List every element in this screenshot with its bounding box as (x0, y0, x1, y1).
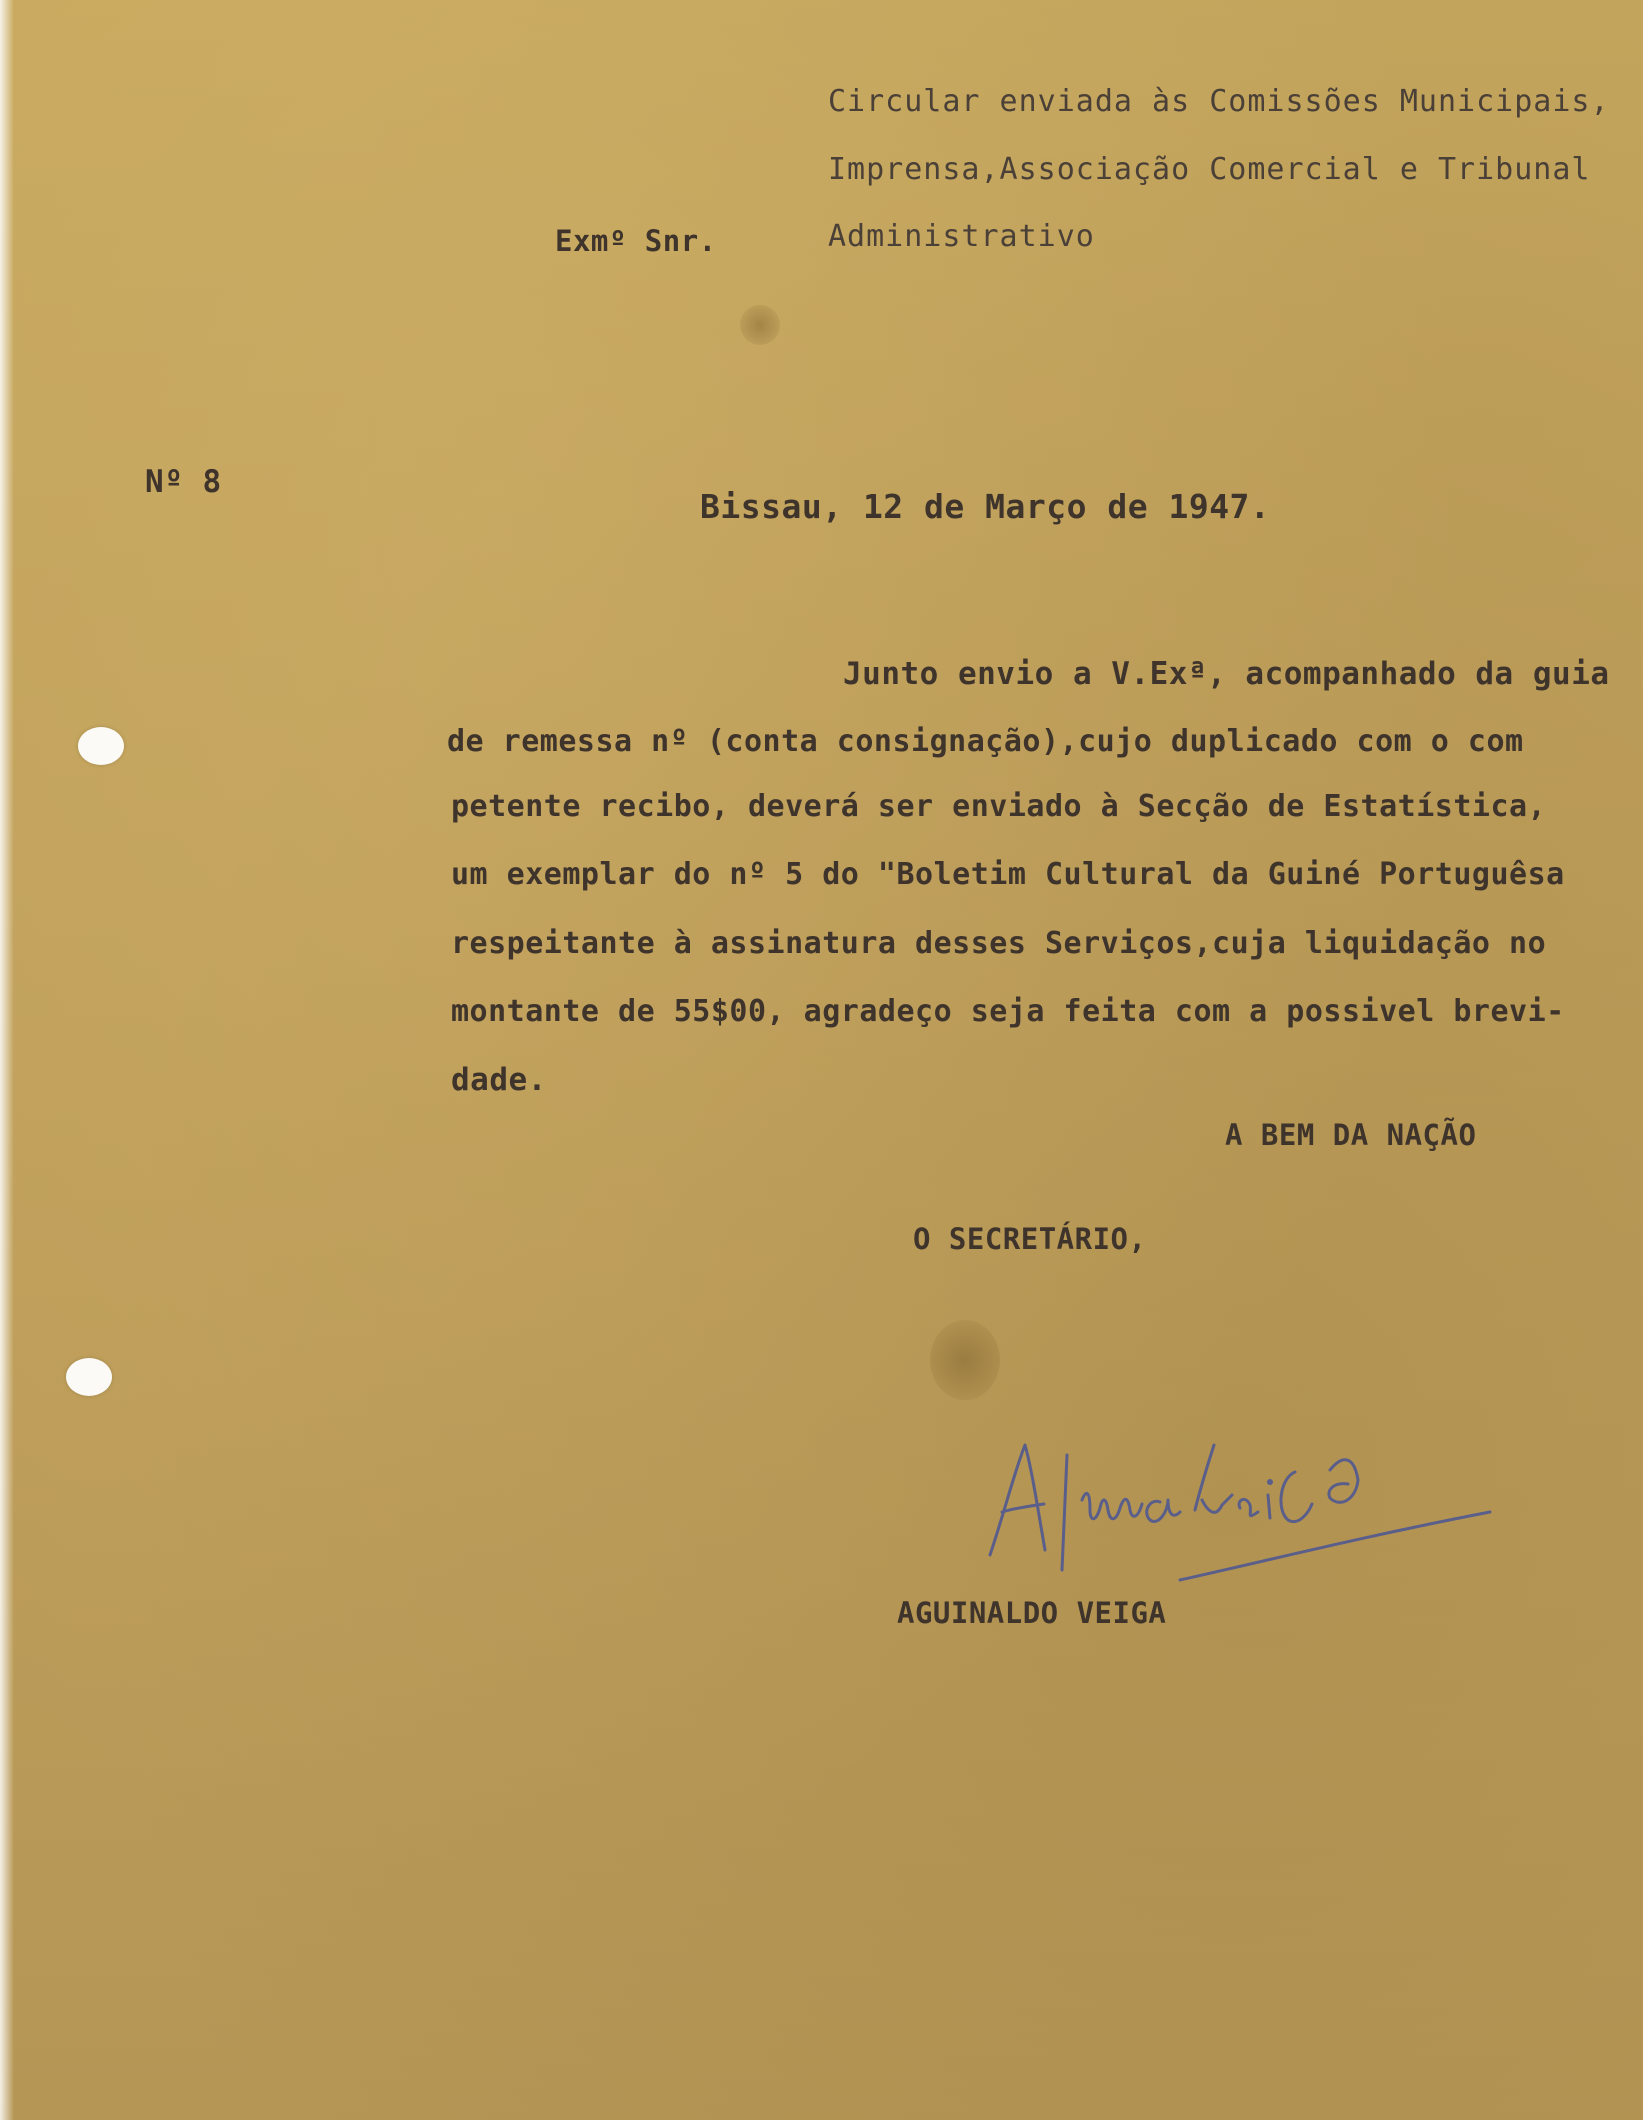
body-line-2: de remessa nº (conta consignação),cujo duplicado com o com (447, 724, 1524, 759)
paper-stain (740, 305, 780, 345)
circular-line-1: Circular enviada às Comissões Municipais, (828, 84, 1610, 119)
body-line-5: respeitante à assinatura desses Serviços,cuja liquidação no (451, 926, 1547, 961)
signatory-title: O SECRETÁRIO, (913, 1222, 1147, 1256)
circular-line-2: Imprensa,Associação Comercial e Tribunal (828, 152, 1591, 187)
closing-phrase: A BEM DA NAÇÃO (1225, 1118, 1477, 1152)
salutation: Exmº Snr. (555, 224, 717, 258)
paper-edge (0, 0, 14, 2120)
circular-line-3: Administrativo (828, 219, 1095, 254)
signatory-name: AGUINALDO VEIGA (897, 1596, 1167, 1630)
body-line-6: montante de 55$00, agradeço seja feita com a possivel brevi- (451, 994, 1565, 1029)
punch-hole-top (78, 727, 124, 765)
body-line-4: um exemplar do nº 5 do "Boletim Cultural da Guiné Portuguêsa (451, 857, 1565, 892)
body-line-7: dade. (451, 1062, 547, 1098)
body-line-1: Junto envio a V.Exª, acompanhado da guia (843, 656, 1610, 692)
handwritten-signature (970, 1400, 1500, 1600)
paper-stain (930, 1320, 1000, 1400)
signature-text: AguinaldVeiga (970, 1400, 978, 1401)
punch-hole-bottom (66, 1358, 112, 1396)
document-number: Nº 8 (145, 464, 222, 500)
date-line: Bissau, 12 de Março de 1947. (700, 487, 1271, 526)
body-line-3: petente recibo, deverá ser enviado à Secção de Estatística, (451, 789, 1547, 824)
